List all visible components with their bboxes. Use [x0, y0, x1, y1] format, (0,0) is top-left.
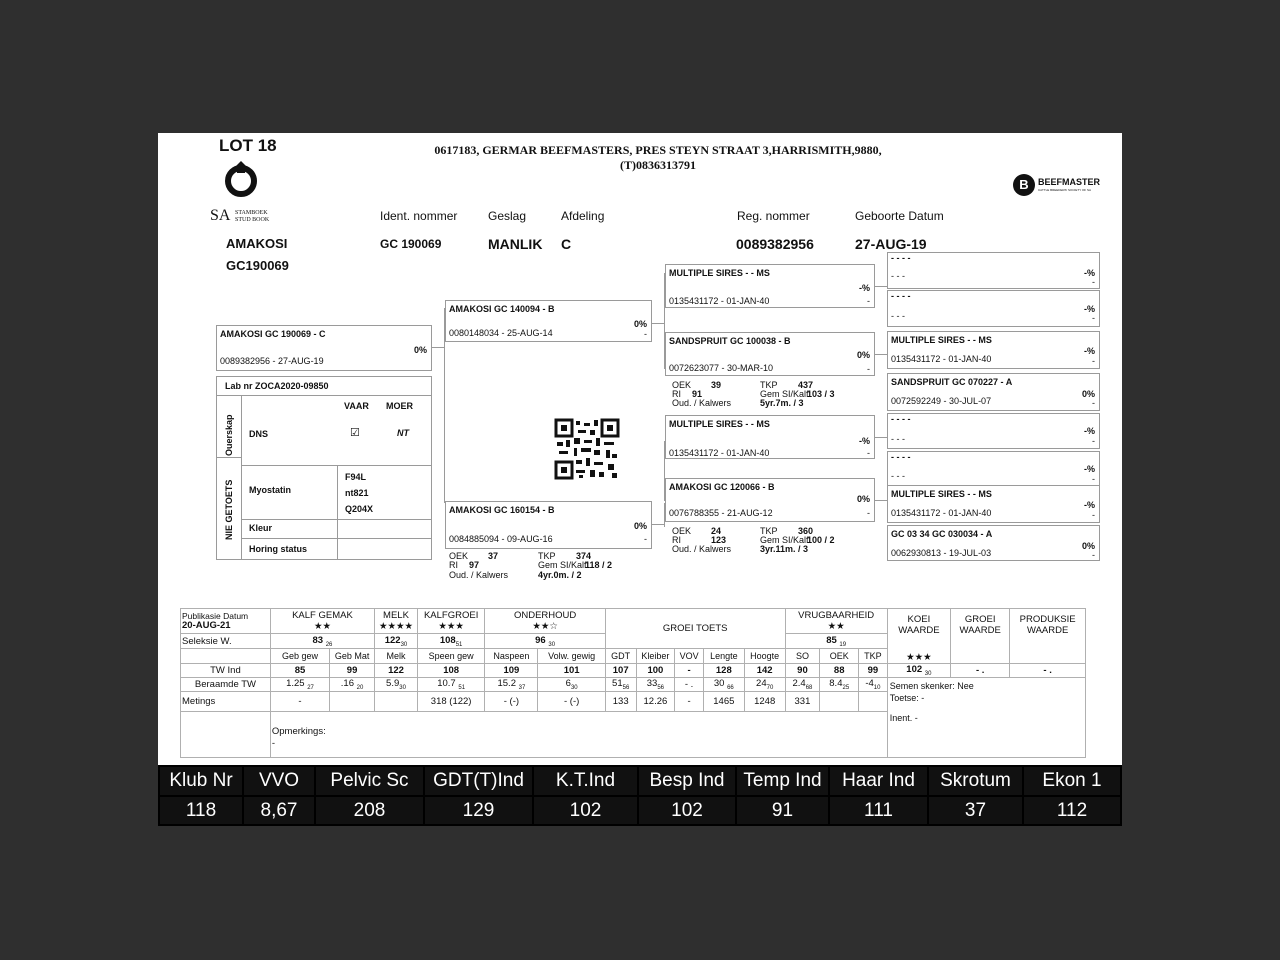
metings-row: Metings - 318 (122) - (-) - (-) 133 12.26 - 1465 1248 331	[181, 692, 1086, 712]
sel-kalf-gemak: 83 $_{26}$	[270, 634, 374, 649]
group-kalf-gemak: KALF GEMAK ★★	[270, 609, 374, 634]
reg-label: Reg. nommer	[737, 209, 810, 223]
lab-myostatin: Myostatin	[249, 485, 292, 495]
summary-header-gdt: GDT(T)Ind	[425, 767, 532, 795]
summary-value-ekon: 112	[1024, 797, 1120, 824]
pedigree-gen4-3: MULTIPLE SIRES - - MS -% 0135431172 - 01-JAN-40 -	[887, 331, 1100, 369]
seleksie-label: Seleksie W.	[181, 634, 271, 649]
lab-col-vaar: VAAR	[344, 401, 369, 411]
col-tkp: TKP	[859, 649, 888, 664]
ident-value: GC 190069	[380, 237, 442, 251]
col-geb-mat: Geb Mat	[330, 649, 375, 664]
lab-side-nie-getoets: NIE GETOETS	[224, 479, 234, 540]
col-so: SO	[785, 649, 820, 664]
summary-header-klub: Klub Nr	[160, 767, 242, 795]
beraamde-row: Beraamde TW 1.25 $_{27}$ .16 $_{20}$ $5.9_{30}$ 10.7 $_{51}$ 15.2 $_{37}$ $6_{30}$ $51_{56}$ $33_{56}$ - . 30 $_{66}$ $24_{70}$ $2.4_{68}$ $8.4_{25}$ $-4_{10}$ Semen skenker: Nee Toetse: - Inent. -	[181, 678, 1086, 692]
summary-value-klub: 118	[160, 797, 242, 824]
summary-value-besp: 102	[639, 797, 735, 824]
ident-label: Ident. nommer	[380, 209, 458, 223]
summary-value-skrotum: 37	[929, 797, 1022, 824]
summary-header-vvo: VVO	[244, 767, 314, 795]
opmerkings: Opmerkings: -	[270, 712, 887, 758]
section-label: Afdeling	[561, 209, 605, 223]
dam-dam-stats: OEK 24 RI 123 Oud. / Kalwers TKP 360 Gem SI/Kalf: 100 / 2 3yr.11m. / 3	[672, 526, 835, 554]
pedigree-dam: AMAKOSI GC 160154 - B 0% 0084885094 - 09-AUG-16 -	[445, 501, 652, 549]
summary-value-gdt: 129	[425, 797, 532, 824]
lab-dns-moer: NT	[397, 428, 409, 438]
pedigree-gen4-2: - - - - - - - -% -	[887, 290, 1100, 327]
summary-header-besp: Besp Ind	[639, 767, 735, 795]
group-kalfgroei: KALFGROEI ★★★	[417, 609, 484, 634]
lab-dns: DNS	[249, 429, 269, 439]
dob-value: 27-AUG-19	[855, 236, 927, 252]
reg-value: 0089382956	[736, 236, 814, 252]
animal-code: GC190069	[226, 258, 289, 273]
sel-kalfgroei: $108_{51}$	[417, 634, 484, 649]
group-koei-waarde: KOEI WAARDE ★★★	[887, 609, 950, 664]
tw-row: TW Ind 85 99 122 108 109 101 107 100 - 128 142 90 88 99 102 $_{30}$ - . - .	[181, 664, 1086, 678]
lot-card	[158, 133, 1122, 826]
semen-notes: Semen skenker: Nee Toetse: - Inent. -	[887, 678, 1085, 758]
sel-onderhoud: 96 $_{30}$	[485, 634, 606, 649]
pedigree-gen4-4: SANDSPRUIT GC 070227 - A 0% 0072592249 - 30-JUL-07 -	[887, 373, 1100, 411]
studbook-logo-sub: STAMBOEK STUD BOOK	[235, 210, 270, 223]
lab-side-ouerskap: Ouerskap	[224, 414, 234, 456]
group-vrugbaarheid: VRUGBAARHEID ★★	[785, 609, 887, 634]
sel-melk: $122_{30}$	[375, 634, 418, 649]
lab-results	[216, 376, 432, 560]
summary-header-kt: K.T.Ind	[534, 767, 637, 795]
qr-code-icon	[554, 418, 620, 480]
col-lengte: Lengte	[703, 649, 744, 664]
pedigree-sire: AMAKOSI GC 140094 - B 0% 0080148034 - 25-AUG-14 -	[445, 300, 652, 342]
pedigree-sire-dam: SANDSPRUIT GC 100038 - B 0% 0072623077 - 30-MAR-10 -	[665, 332, 875, 376]
lot-number: LOT 18	[219, 136, 277, 155]
summary-value-kt: 102	[534, 797, 637, 824]
beefmaster-name: BEEFMASTER	[1038, 177, 1101, 187]
summary-value-haar: 111	[830, 797, 927, 824]
summary-header-temp: Temp Ind	[737, 767, 828, 795]
sire-dam-stats: OEK 39 RI 91 Oud. / Kalwers TKP 437 Gem SI/Kalf: 103 / 3 5yr.7m. / 3	[672, 380, 835, 408]
col-naspeen: Naspeen	[485, 649, 538, 664]
lab-horing: Horing status	[249, 544, 308, 554]
sex-label: Geslag	[488, 209, 527, 223]
col-hoogte: Hoogte	[744, 649, 785, 664]
col-geb-gew: Geb gew	[270, 649, 329, 664]
sex-value: MANLIK	[488, 236, 543, 252]
pedigree-gen4-5: - - - - - - - -% -	[887, 413, 1100, 449]
summary-strip	[158, 765, 1122, 826]
col-volw-gewig: Volw. gewig	[538, 649, 605, 664]
beefmaster-sub: CATTLE BREEDERS' SOCIETY OF SA	[1038, 188, 1091, 192]
lab-kleur: Kleur	[249, 523, 273, 533]
performance-table	[180, 608, 1086, 758]
sel-vrug: 85 $_{19}$	[785, 634, 887, 649]
pedigree-gen4-1: - - - - - - - -% -	[887, 252, 1100, 289]
col-speen-gew: Speen gew	[417, 649, 484, 664]
col-melk: Melk	[375, 649, 418, 664]
pub-cell: Publikasie Datum 20-AUG-21	[181, 609, 271, 634]
lab-myostatin-values: F94L nt821 Q204X	[345, 472, 374, 514]
summary-value-pelvic: 208	[316, 797, 423, 824]
group-produksie-waarde: PRODUKSIE WAARDE	[1010, 609, 1086, 664]
pedigree-gen4-6: - - - - - - - -% -	[887, 451, 1100, 487]
col-vov: VOV	[675, 649, 704, 664]
pedigree-dam-sire: MULTIPLE SIRES - - MS -% 0135431172 - 01-JAN-40 -	[665, 415, 875, 459]
summary-header-skrotum: Skrotum	[929, 767, 1022, 795]
dob-label: Geboorte Datum	[855, 209, 944, 223]
breeder-info: 0617183, GERMAR BEEFMASTERS, PRES STEYN STRAAT 3,HARRISMITH,9880, (T)0836313791	[434, 143, 882, 172]
dam-stats: OEK 37 RI 97 Oud. / Kalwers TKP 374 Gem SI/Kalf: 118 / 2 4yr.0m. / 2	[449, 551, 613, 580]
summary-header-haar: Haar Ind	[830, 767, 927, 795]
col-kleiber: Kleiber	[636, 649, 675, 664]
lab-col-moer: MOER	[386, 401, 413, 411]
lab-number: Lab nr ZOCA2020-09850	[225, 381, 329, 391]
summary-value-vvo: 8,67	[244, 797, 314, 824]
studbook-logo-text: SA	[210, 207, 231, 224]
studbook-logo-icon	[221, 159, 261, 201]
group-melk: MELK ★★★★	[375, 609, 418, 634]
summary-header-pelvic: Pelvic Sc	[316, 767, 423, 795]
col-oek: OEK	[820, 649, 859, 664]
summary-value-temp: 91	[737, 797, 828, 824]
pedigree-gen4-8: GC 03 34 GC 030034 - A 0% 0062930813 - 19-JUL-03 -	[887, 525, 1100, 561]
summary-header-ekon: Ekon 1	[1024, 767, 1120, 795]
col-gdt: GDT	[605, 649, 636, 664]
pedigree-subject: AMAKOSI GC 190069 - C 0% 0089382956 - 27-AUG-19	[216, 325, 432, 371]
pedigree-sire-sire: MULTIPLE SIRES - - MS -% 0135431172 - 01-JAN-40 -	[665, 264, 875, 308]
section-value: C	[561, 236, 572, 252]
pedigree-dam-dam: AMAKOSI GC 120066 - B 0% 0076788355 - 21-AUG-12 -	[665, 478, 875, 522]
group-onderhoud: ONDERHOUD ★★☆	[485, 609, 606, 634]
pedigree-gen4-7: MULTIPLE SIRES - - MS -% 0135431172 - 01-JAN-40 -	[887, 485, 1100, 523]
beefmaster-logo-icon: B	[1013, 174, 1035, 196]
group-groei-waarde: GROEI WAARDE	[951, 609, 1010, 664]
group-groei-toets: GROEI TOETS	[605, 609, 785, 649]
checkbox-icon: ☑	[350, 427, 360, 439]
animal-prefix: AMAKOSI	[226, 236, 288, 251]
